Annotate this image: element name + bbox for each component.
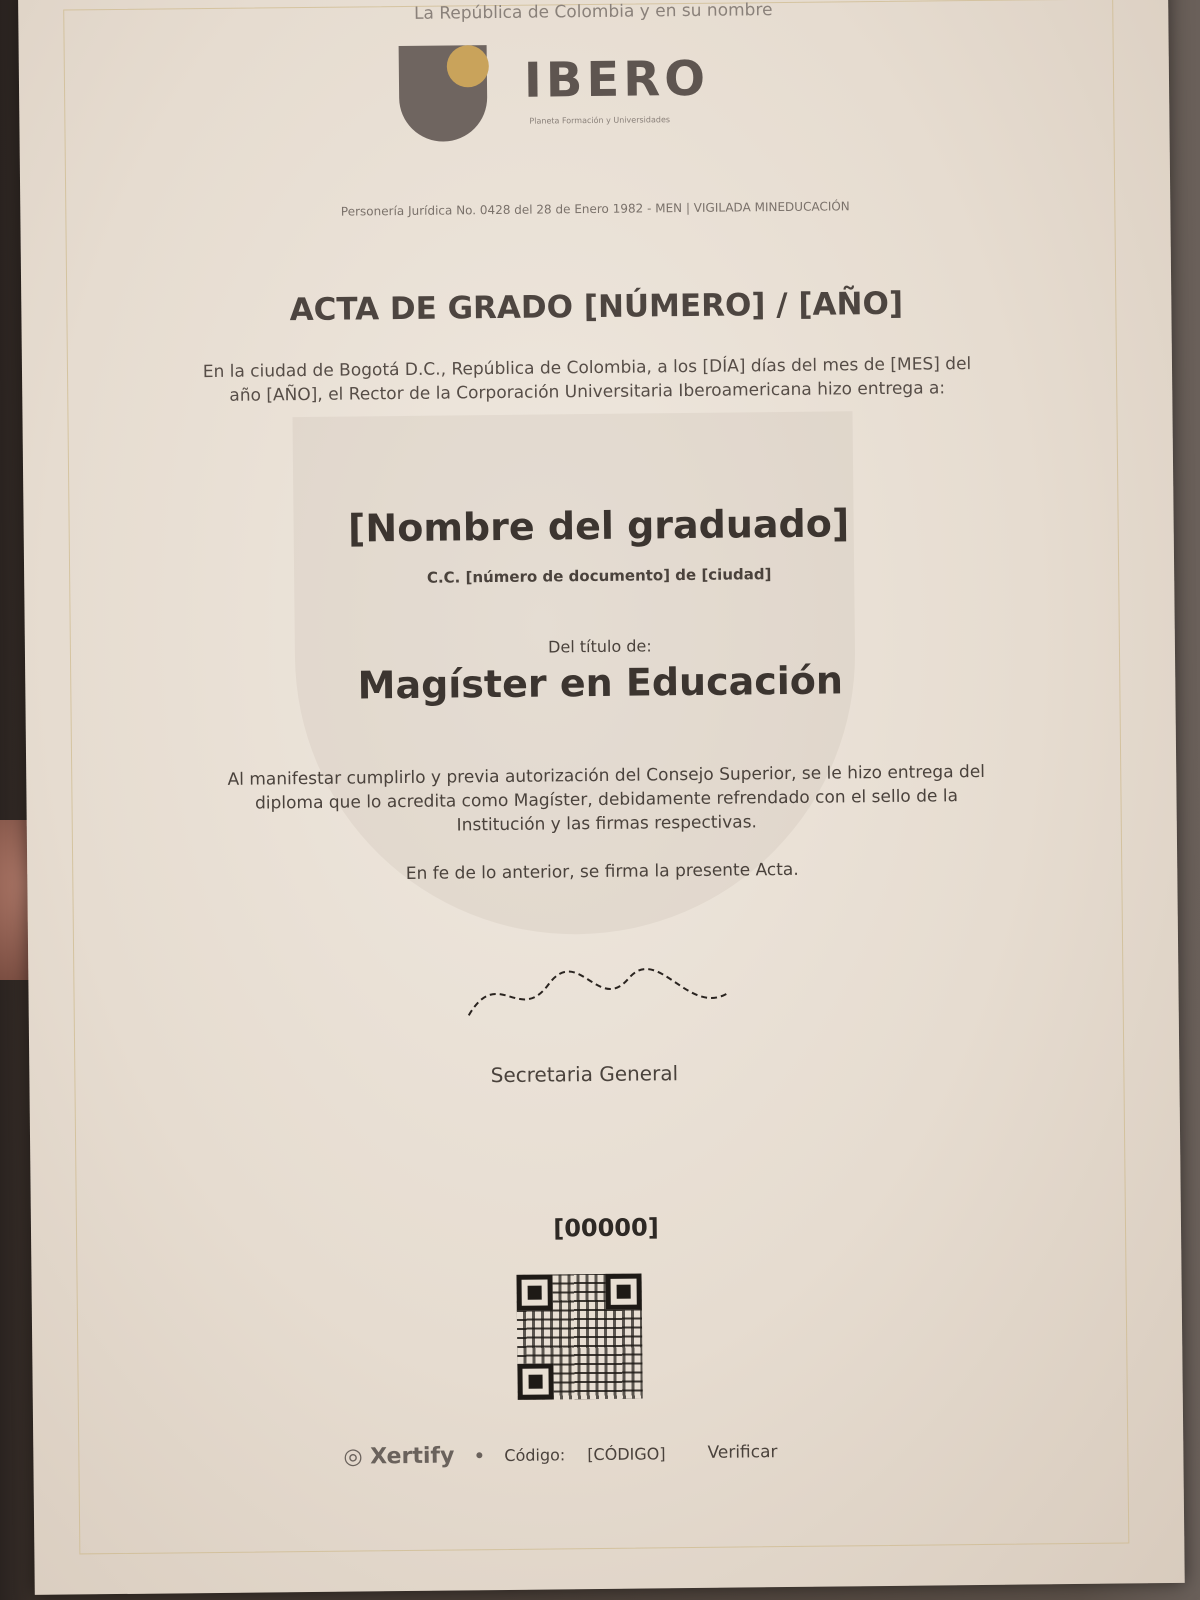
- xertify-brand: ◎ Xertify: [343, 1443, 455, 1470]
- header-line: La República de Colombia y en su nombre: [413, 0, 773, 24]
- recipient-name: [Nombre del graduado]: [347, 501, 850, 551]
- code-label: Código:: [504, 1444, 566, 1465]
- logo-wordmark: IBERO: [523, 50, 710, 109]
- qr-finder-icon: [516, 1274, 552, 1310]
- separator-dot-icon: [476, 1452, 482, 1458]
- serial-number: [00000]: [553, 1213, 659, 1243]
- recipient-id: C.C. [número de documento] de [ciudad]: [426, 565, 772, 587]
- legal-line: Personería Jurídica No. 0428 del 28 de Enero 1982 - MEN | VIGILADA MINEDUCACIÓN: [340, 199, 850, 219]
- verify-link[interactable]: Verificar: [707, 1442, 778, 1463]
- verification-footer: [343, 1436, 863, 1471]
- document-title: ACTA DE GRADO [NÚMERO] / [AÑO]: [289, 285, 904, 329]
- logo-dot-icon: [447, 45, 489, 87]
- certificate-paper: [18, 0, 1185, 1595]
- logo-subtitle: Planeta Formación y Universidades: [529, 115, 671, 126]
- qr-finder-icon: [517, 1363, 553, 1399]
- ibero-logo: [399, 43, 720, 146]
- degree-label: Del título de:: [548, 636, 652, 657]
- signature-placeholder: [458, 943, 739, 1037]
- signature-icon: [458, 943, 739, 1036]
- intro-paragraph: En la ciudad de Bogotá D.C., República de Colombia, a los [DÍA] días del mes de [MES] del año [AÑO], el Rector de la Corporación Universitaria Iberoamericana hizo entrega a:: [202, 354, 972, 406]
- code-value: [CÓDIGO]: [587, 1443, 666, 1464]
- closing-line: En fe de lo anterior, se firma la presente Acta.: [405, 859, 799, 884]
- qr-code[interactable]: [516, 1274, 642, 1400]
- signature-role: Secretaria General: [490, 1061, 679, 1088]
- body-paragraph: Al manifestar cumplirlo y previa autorización del Consejo Superior, se le hizo entrega del diploma que lo acredita como Magíster, debidamente refrendado con el sello de la Institución y las firmas respectivas.: [227, 761, 986, 836]
- qr-finder-icon: [605, 1274, 641, 1310]
- xertify-label: Xertify: [370, 1443, 455, 1469]
- degree-title: Magíster en Educación: [357, 658, 844, 708]
